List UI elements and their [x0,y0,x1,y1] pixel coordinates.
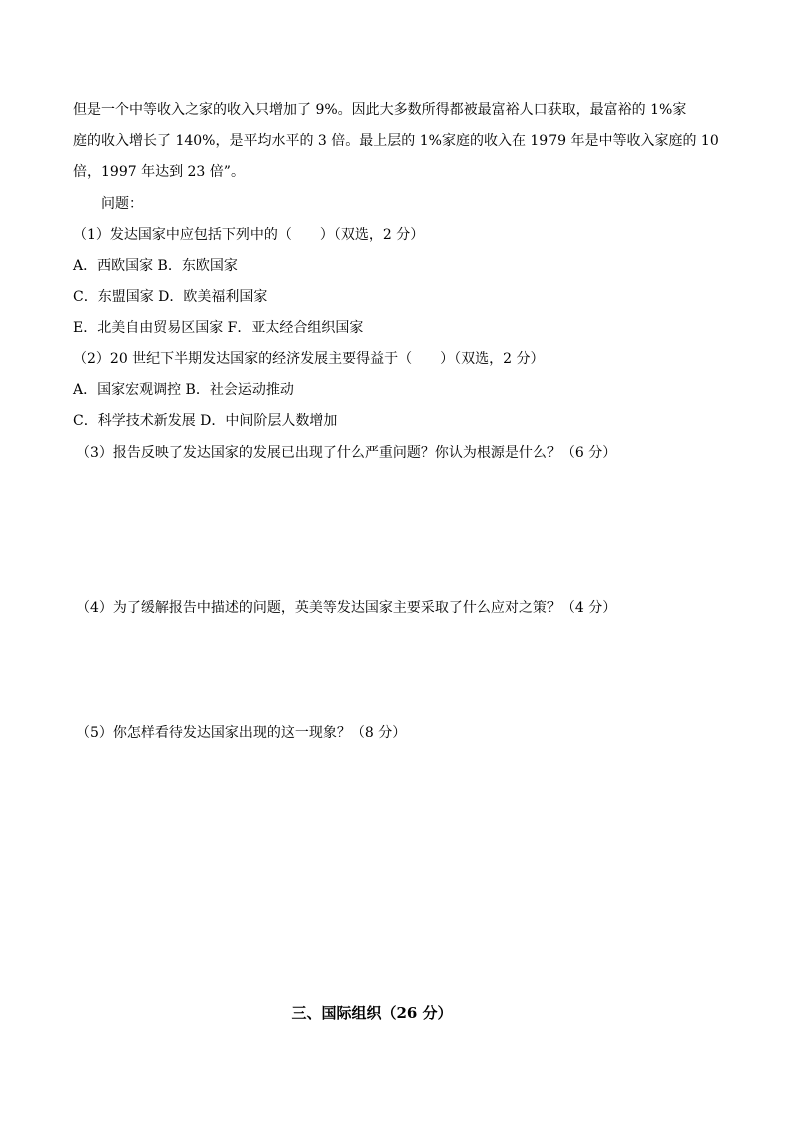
question-2-option-cd: C．科学技术新发展 D．中间阶层人数增加 [73,413,338,429]
question-3-stem: （3）报告反映了发达国家的发展已出现了什么严重问题？你认为根源是什么？（6 分） [76,445,617,461]
questions-label: 问题： [101,196,143,212]
section-3-title: 三、国际组织（26 分） [291,1004,453,1022]
question-1-option-ab: A．西欧国家 B．东欧国家 [73,258,238,274]
passage-line-3: 倍，1997 年达到 23 倍”。 [73,164,245,180]
question-2-stem: （2）20 世纪下半期发达国家的经济发展主要得益于（ ）（双选，2 分） [73,351,545,367]
passage-line-2: 庭的收入增长了 140%，是平均水平的 3 倍。最上层的 1%家庭的收入在 1979 年是中等收入家庭的 10 [73,133,719,149]
passage-line-1: 但是一个中等收入之家的收入只增加了 9%。因此大多数所得都被最富裕人口获取，最富裕的 1%家 [73,102,687,118]
question-1-stem: （1）发达国家中应包括下列中的（ ）（双选，2 分） [73,227,425,243]
question-1-option-cd: C．东盟国家 D．欧美福利国家 [73,289,268,305]
question-1-option-ef: E．北美自由贸易区国家 F．亚太经合组织国家 [73,320,364,336]
question-2-option-ab: A．国家宏观调控 B．社会运动推动 [73,382,294,398]
question-5-stem: （5）你怎样看待发达国家出现的这一现象？（8 分） [76,725,407,741]
question-4-stem: （4）为了缓解报告中描述的问题，英美等发达国家主要采取了什么应对之策？（4 分） [76,600,617,616]
